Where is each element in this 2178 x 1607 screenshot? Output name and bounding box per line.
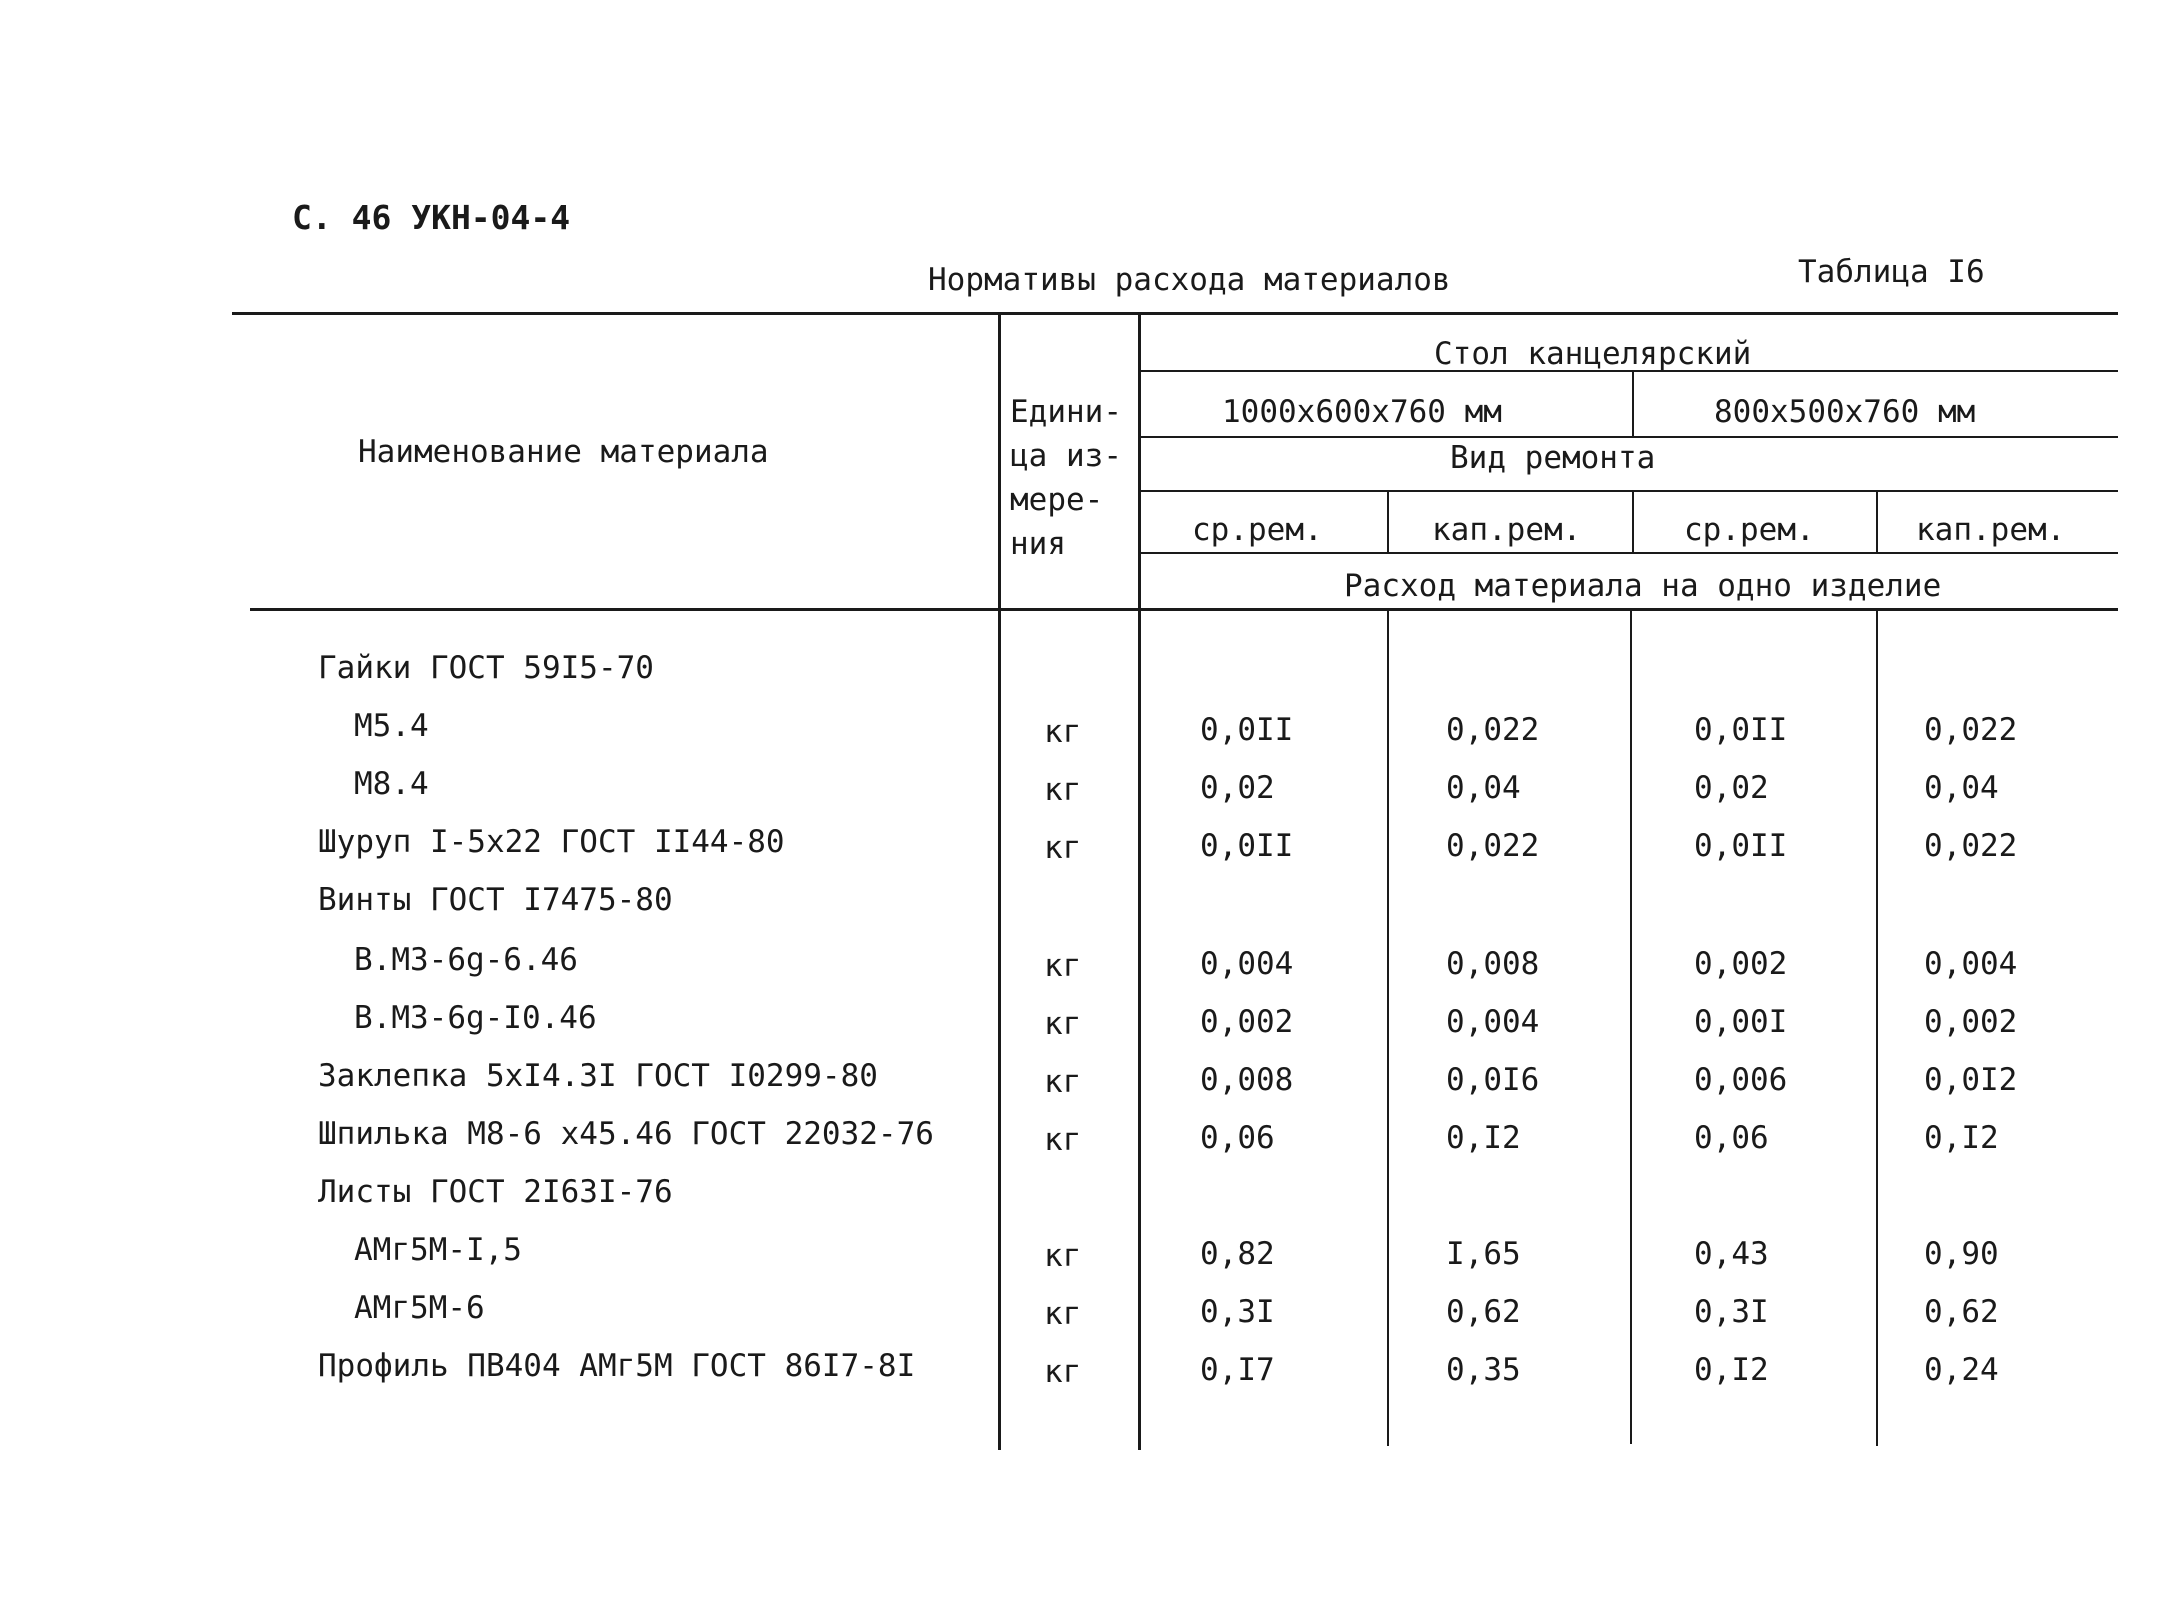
material-name: Шуруп I-5х22 ГОСТ II44-80 (318, 824, 785, 860)
material-name: Листы ГОСТ 2I63I-76 (318, 1174, 673, 1210)
vline-body-3-4 (1876, 610, 1878, 1446)
unit-cell: кг (1044, 1238, 1082, 1274)
material-name: Шпилька М8-6 х45.46 ГОСТ 22032-76 (318, 1116, 934, 1152)
page-code: С. 46 УКН-04-4 (292, 198, 571, 237)
unit-cell: кг (1044, 714, 1082, 750)
value-cell-1: 0,0II (1200, 828, 1294, 864)
value-cell-1: 0,06 (1200, 1120, 1275, 1156)
repair-cols-rule (1140, 552, 2118, 554)
value-cell-1: 0,3I (1200, 1294, 1275, 1330)
value-cell-4: 0,04 (1924, 770, 1999, 806)
value-cell-1: 0,002 (1200, 1004, 1294, 1040)
repair-col-header-1: ср.рем. (1192, 512, 1323, 548)
material-name: Гайки ГОСТ 59I5-70 (318, 650, 654, 686)
sizes-rule (1140, 436, 2118, 438)
value-cell-3: 0,0II (1694, 712, 1788, 748)
vline-col-1-2 (1387, 490, 1389, 552)
value-cell-3: 0,I2 (1694, 1352, 1769, 1388)
value-cell-4: 0,24 (1924, 1352, 1999, 1388)
document-title: Нормативы расхода материалов (928, 262, 1451, 298)
value-cell-1: 0,004 (1200, 946, 1294, 982)
value-cell-4: 0,0I2 (1924, 1062, 2018, 1098)
unit-cell: кг (1044, 772, 1082, 808)
value-cell-2: 0,008 (1446, 946, 1540, 982)
column-header-unit-line-1: Едини- (1010, 394, 1122, 430)
material-name: В.М3-6g-6.46 (354, 942, 578, 978)
value-cell-2: 0,62 (1446, 1294, 1521, 1330)
value-cell-2: 0,022 (1446, 712, 1540, 748)
unit-cell: кг (1044, 1122, 1082, 1158)
value-cell-1: 0,008 (1200, 1062, 1294, 1098)
value-cell-4: 0,90 (1924, 1236, 1999, 1272)
repair-col-header-4: кап.рем. (1916, 512, 2066, 548)
unit-cell: кг (1044, 1354, 1082, 1390)
unit-cell: кг (1044, 830, 1082, 866)
vline-col-3-4 (1876, 490, 1878, 552)
value-cell-3: 0,002 (1694, 946, 1788, 982)
vline-sizes-split (1632, 372, 1634, 436)
table-top-rule (232, 312, 2118, 315)
column-header-name: Наименование материала (358, 434, 769, 470)
value-cell-4: 0,022 (1924, 828, 2018, 864)
material-name: Заклепка 5хI4.3I ГОСТ I0299-80 (318, 1058, 878, 1094)
value-cell-3: 0,3I (1694, 1294, 1769, 1330)
value-cell-3: 0,06 (1694, 1120, 1769, 1156)
value-cell-4: 0,004 (1924, 946, 2018, 982)
material-name: М5.4 (354, 708, 429, 744)
value-cell-2: 0,022 (1446, 828, 1540, 864)
value-cell-4: 0,022 (1924, 712, 2018, 748)
group-header: Стол канцелярский (1434, 336, 1752, 372)
value-cell-2: 0,004 (1446, 1004, 1540, 1040)
value-cell-3: 0,0II (1694, 828, 1788, 864)
table-number: Таблица I6 (1798, 254, 1985, 290)
repair-col-header-3: ср.рем. (1684, 512, 1815, 548)
value-cell-2: 0,0I6 (1446, 1062, 1540, 1098)
value-cell-3: 0,02 (1694, 770, 1769, 806)
unit-cell: кг (1044, 948, 1082, 984)
value-cell-4: 0,62 (1924, 1294, 1999, 1330)
material-name: АМг5М-6 (354, 1290, 485, 1326)
value-cell-1: 0,0II (1200, 712, 1294, 748)
material-name: Профиль ПВ404 АМг5М ГОСТ 86I7-8I (318, 1348, 916, 1384)
value-cell-1: 0,I7 (1200, 1352, 1275, 1388)
material-name: М8.4 (354, 766, 429, 802)
value-cell-3: 0,43 (1694, 1236, 1769, 1272)
value-cell-1: 0,02 (1200, 770, 1275, 806)
material-name: АМг5М-I,5 (354, 1232, 522, 1268)
unit-cell: кг (1044, 1064, 1082, 1100)
repair-type-rule (1140, 490, 2118, 492)
value-cell-2: I,65 (1446, 1236, 1521, 1272)
repair-type-header: Вид ремонта (1450, 440, 1656, 476)
value-cell-4: 0,I2 (1924, 1120, 1999, 1156)
value-cell-2: 0,04 (1446, 770, 1521, 806)
repair-col-header-2: кап.рем. (1432, 512, 1582, 548)
value-cell-4: 0,002 (1924, 1004, 2018, 1040)
vline-body-1-2 (1387, 610, 1389, 1446)
material-name: Винты ГОСТ I7475-80 (318, 882, 673, 918)
size-header-1: 1000х600х760 мм (1222, 394, 1502, 430)
column-header-unit-line-2: ца из- (1010, 438, 1122, 474)
material-name: В.М3-6g-I0.46 (354, 1000, 597, 1036)
column-header-unit-line-4: ния (1010, 526, 1066, 562)
size-header-2: 800х500х760 мм (1714, 394, 1976, 430)
vline-col-2-3 (1632, 490, 1634, 552)
header-bottom-rule (250, 608, 2118, 611)
value-cell-3: 0,006 (1694, 1062, 1788, 1098)
vline-name-unit (998, 314, 1001, 1450)
vline-unit-data (1138, 314, 1141, 1450)
value-cell-2: 0,35 (1446, 1352, 1521, 1388)
value-cell-1: 0,82 (1200, 1236, 1275, 1272)
vline-body-2-3 (1630, 610, 1632, 1444)
unit-cell: кг (1044, 1296, 1082, 1332)
unit-cell: кг (1044, 1006, 1082, 1042)
column-header-unit-line-3: мере- (1010, 482, 1104, 518)
value-cell-3: 0,00I (1694, 1004, 1788, 1040)
consumption-header: Расход материала на одно изделие (1344, 568, 1942, 604)
value-cell-2: 0,I2 (1446, 1120, 1521, 1156)
